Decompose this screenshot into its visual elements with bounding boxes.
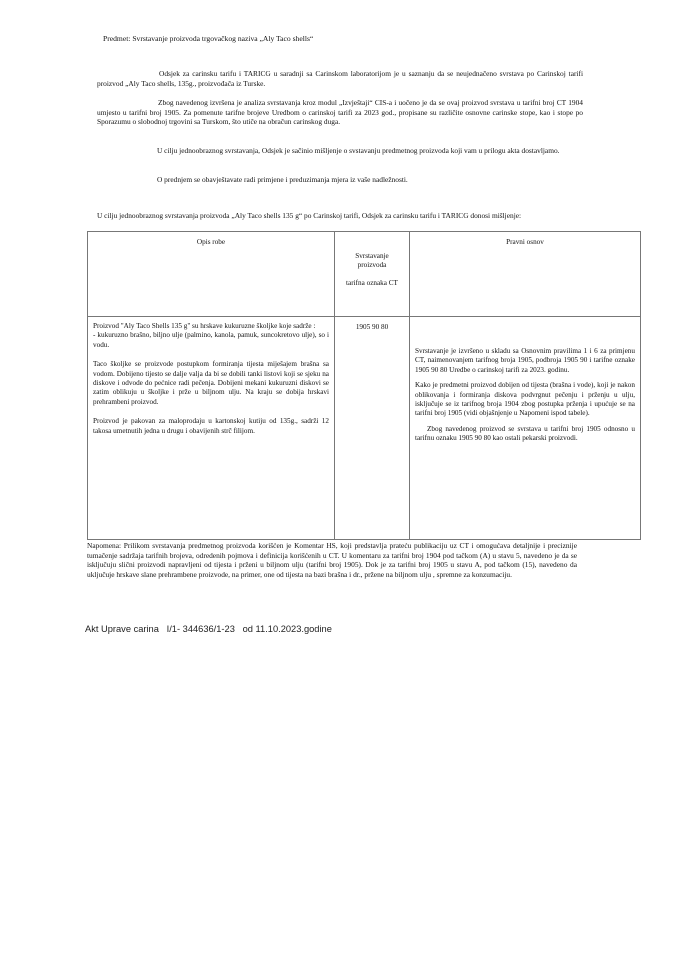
description-ingredients: - kukuruzno brašno, biljno ulje (palmino, kanola, pamuk, suncokretovo ulje), so i vodu. (93, 331, 329, 349)
description-paragraph-2: Taco školjke se proizvode postupkom formiranja tijesta miješajem brašna sa vodom. Dobijeno tijesto se dalje valja da bi se dobili tanki listovi koji se sjeku na diskove i odvode do pećnice radi pečenja. Dobijeni mekani kukuruzni diskovi se zatim oblikuju u školjke i prže u biljnom ulju. Na kraju se dobija hrskavi prehrambeni proizvod. (93, 360, 329, 406)
header-svrstavanje-label: Svrstavanje proizvoda (355, 252, 389, 270)
header-opis-label: Opis robe (196, 238, 226, 246)
description-paragraph-3: Proizvod je pakovan za maloprodaju u kartonskoj kutiju od 135g., sadrži 12 takosa umetnutih jedna u drugu i obavijenih strč filijom. (93, 417, 329, 435)
note-paragraph: Napomena: Prilikom svrstavanja predmetnog proizvoda korišćen je Komentar HS, koji predstavlja prateću publikaciju uz CT i omogućava detaljnije i preciznije tumačenje sadržaja tarifnih brojeva, odredenih pojmova i definicija korišćenih u CT. U komentaru za tarifni broj 1904 pod tačkom (A) u stavu 5, navedeno je da se isključuju slični proizvodi napravljeni od tijesta i prženi u biljnom ulju (tarifni broj 1905). Dok je za tarifni broj 1905 u stavu A, pod tačkom (15), navedeno da uključuje hrskave slane prehrambene proizvode, na primer, one od tijesta na bazi brašna i dr., pržene na biljnom ulju , spremne za konzumaciju. (87, 541, 577, 579)
tariff-code: 1905 90 80 (355, 323, 389, 331)
legal-paragraph-2: Kako je predmetni proizvod dobijen od tijesta (brašna i vode), koji je nakon oblikovanja i formiranja diskova podvrgnut pečenju i prženju u ulju, isključuje se iz tarifnog broja 1904 zbog postupka prženja i upućuje se na tarifni broj 1905 (vidi objašnjenje u Napomeni ispod tabele). (415, 381, 635, 418)
header-cell-description (88, 232, 335, 317)
table-row (88, 317, 641, 540)
legal-paragraph-3: Zbog navedenog proizvod se svrstava u tarifni broj 1905 odnosno u tarifnu oznaku 1905 90 80 kao ostali pekarski proizvodi. (415, 424, 635, 443)
legal-basis-cell (410, 317, 641, 540)
classification-table (87, 231, 641, 540)
description-cell (88, 317, 335, 540)
table-header-row (88, 232, 641, 317)
header-cell-legal-basis (410, 232, 641, 317)
intro-paragraph-3: U cilju jednoobraznog svrstavanja, Odsjek je sačinio mišljenje o svstavanju predmetnog proizvoda koji vam u prilogu akta dostavljamo. (157, 146, 560, 155)
intro-paragraph-2: Zbog navedenog izvršena je analiza svrstavanja kroz modul „Izvještaji“ CIS-a i uočeno je da se ovaj proizvod svrstava u tarifni broj CT 1904 umjesto u tarifni broj 1905. Za pomenute tarifne brojeve Uredbom o carinskoj tarifi za 2023 god., propisane su različite osnovne carinske stope, kao i stope po Sporazumu o slobodnoj trgovini sa Turskom, što utiče na obračun carinskog duga. (97, 98, 583, 127)
intro-paragraph-4: O prednjem se obavještavate radi primjene i preduzimanja mjera iz vaše nadležnosti. (157, 175, 408, 184)
intro-paragraph-1: Odsjek za carinsku tarifu i TARICG u saradnji sa Carinskom laboratorijom je u saznanju da se neujednačeno svrstava po Carinskoj tarifi proizvod „Aly Taco shells, 135g., proizvođača iz Turske. (97, 69, 583, 88)
act-reference: Akt Uprave carina I/1- 344636/1-23 od 11.10.2023.godine (85, 624, 332, 634)
header-cell-classification (335, 232, 410, 317)
header-pravni-label: Pravni osnov (506, 238, 544, 246)
subject-line: Predmet: Svrstavanje proizvoda trgovačkog naziva „Aly Taco shells“ (103, 34, 314, 43)
header-tarifna-label: tarifna oznaka CT (346, 278, 398, 287)
tariff-code-cell (335, 317, 410, 540)
opinion-intro: U cilju jednoobraznog svrstavanja proizvoda „Aly Taco shells 135 g“ po Carinskoj tarifi, Odsjek za carinsku tarifu i TARICG donosi mišljenje: (97, 211, 522, 220)
description-paragraph-1: Proizvod "Aly Taco Shells 135 g" su hrskave kukuruzne školjke koje sadrže : (93, 322, 316, 330)
legal-paragraph-1: Svrstavanje je izvršeno u skladu sa Osnovnim pravilima 1 i 6 za primjenu CT, naimenovanjem tarifnog broja 1905, podbroja 1905 90 i tarifne oznake 1905 90 80 Uredbe o carinskoj tarifi za 2023. godinu. (415, 347, 635, 374)
